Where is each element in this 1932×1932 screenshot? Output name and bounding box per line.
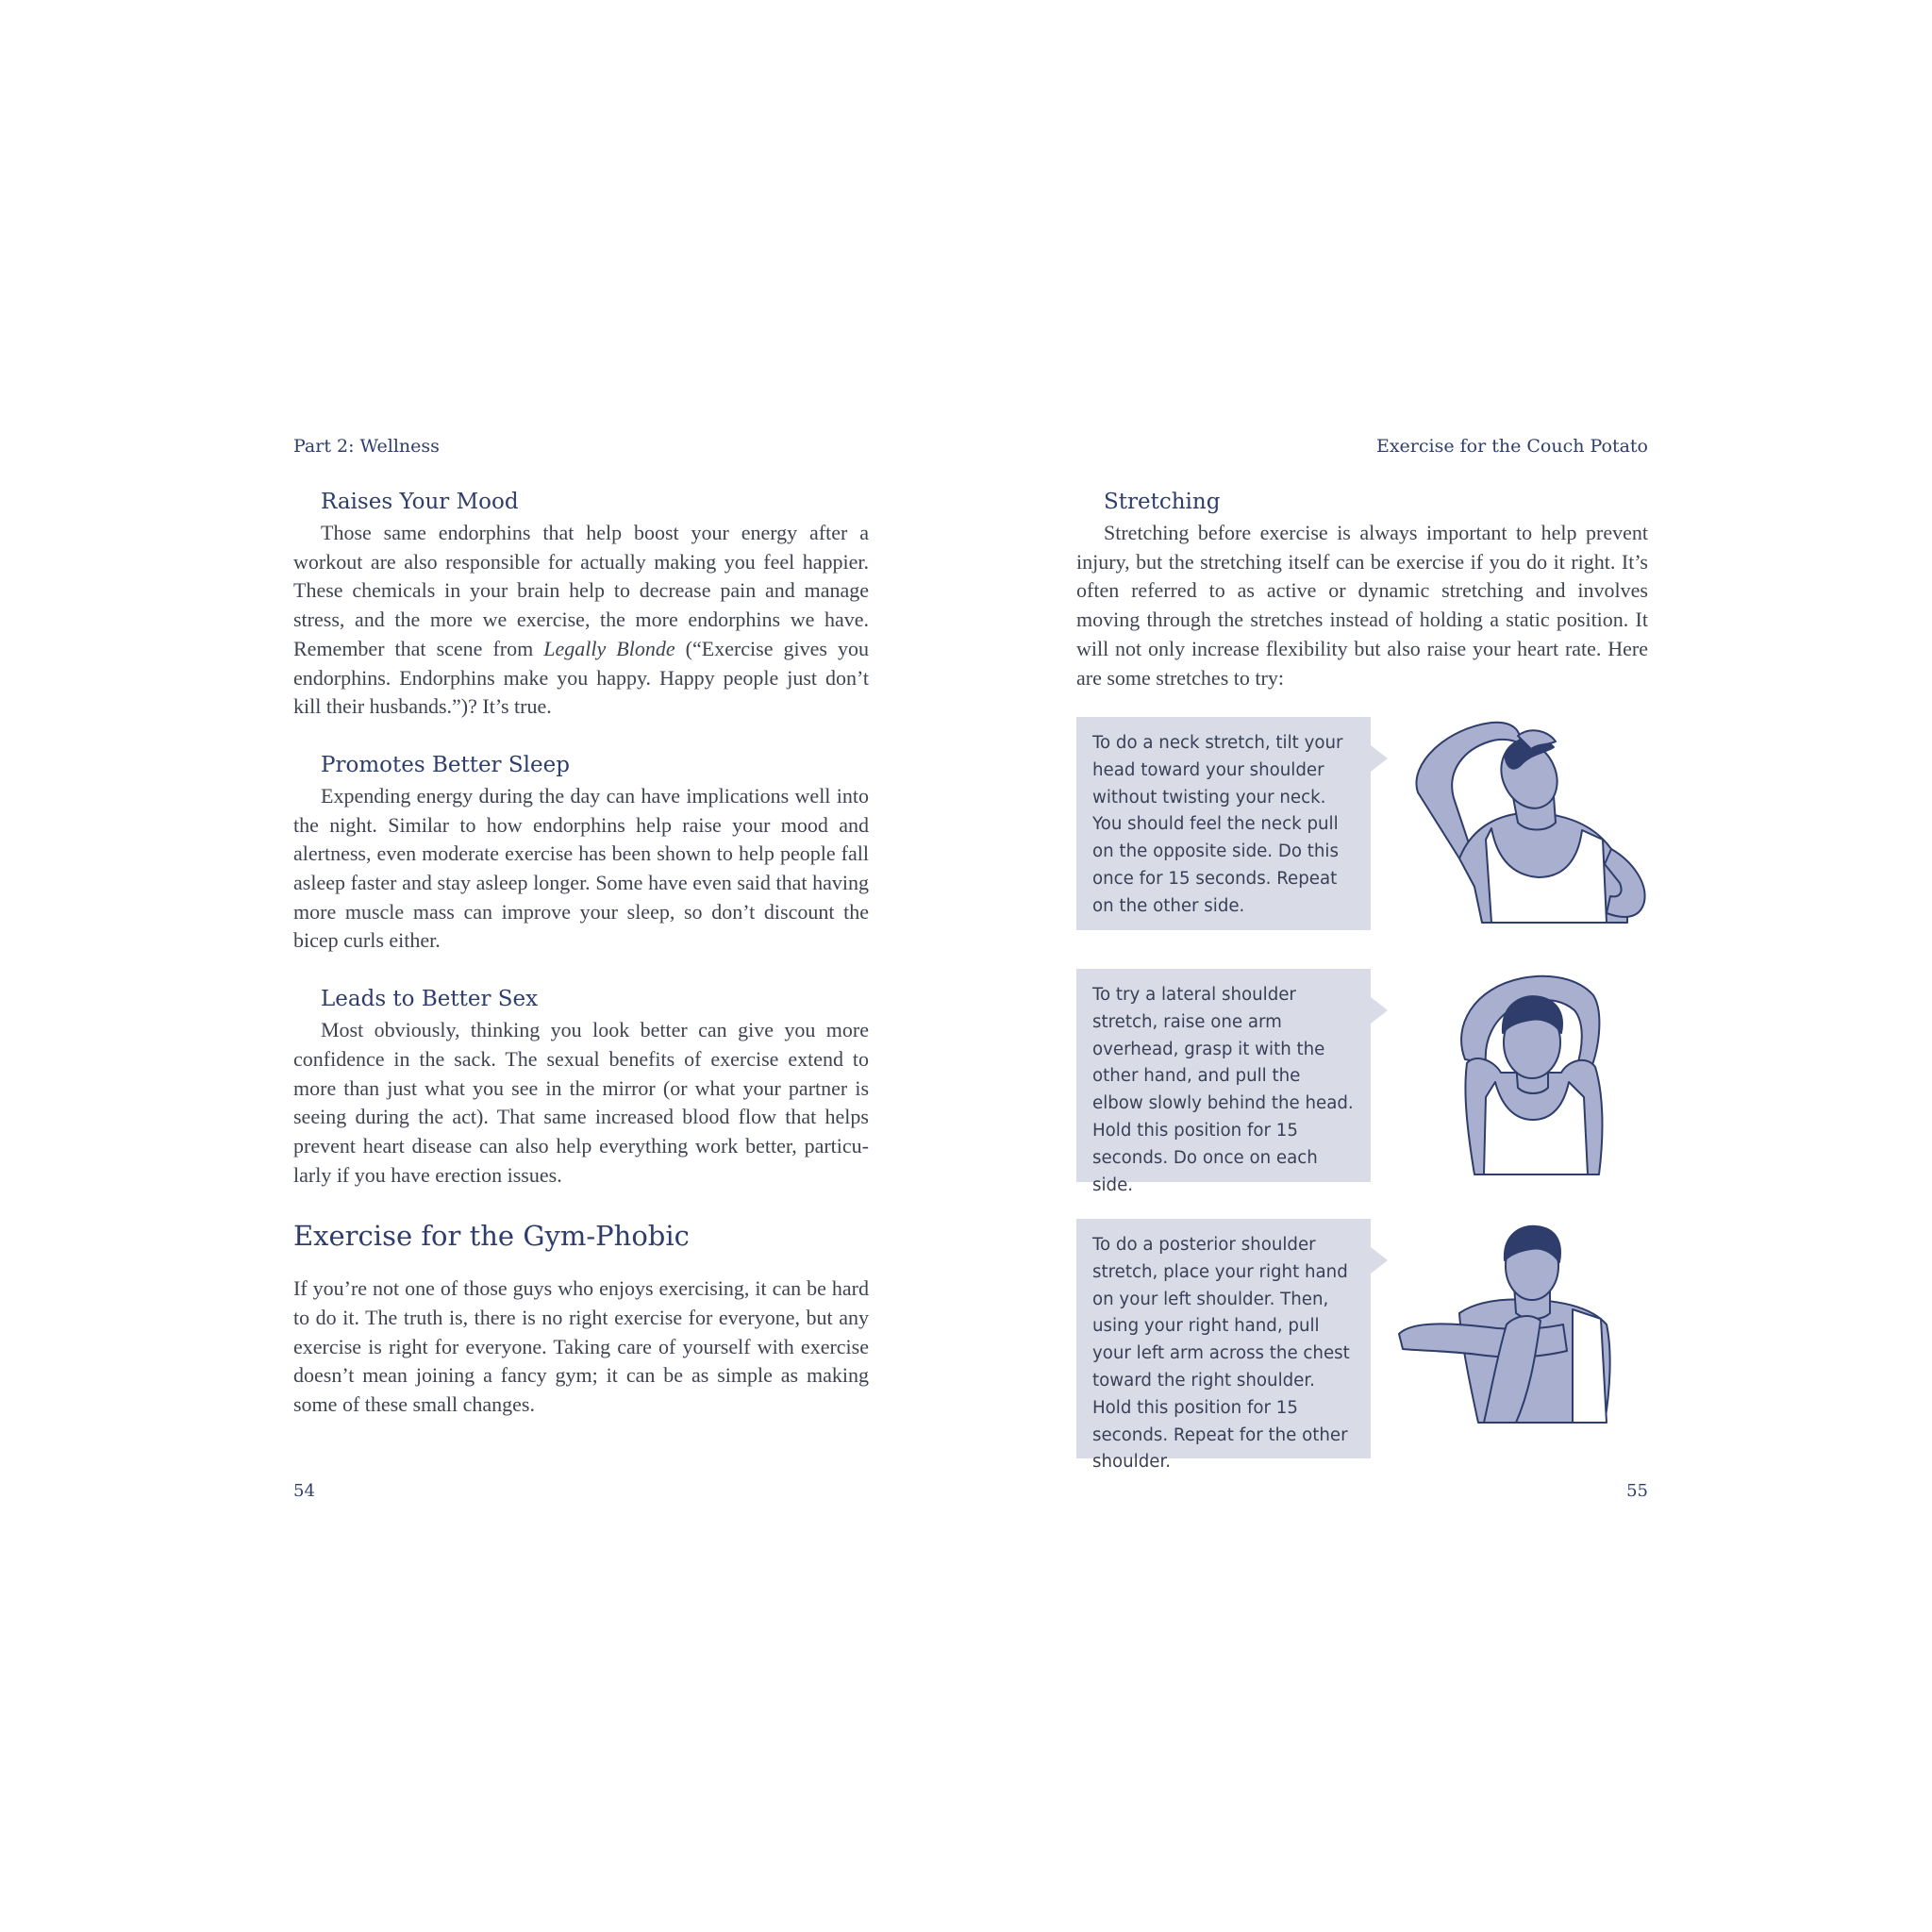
section-heading: Raises Your Mood (321, 490, 519, 514)
film-title: Legally Blonde (543, 636, 675, 660)
section-better-sex (293, 984, 869, 1190)
stretch-callout: To do a neck stretch, tilt your head toward your shoulder without twisting your neck. You should feel the neck pull on the opposite side. Do this once for 15 seconds. Repeat on the other side. (1076, 717, 1371, 930)
section-heading: Promotes Better Sleep (321, 752, 570, 777)
stretch-lateral-shoulder (1076, 969, 1648, 1195)
lateral-shoulder-stretch-illustration (1446, 969, 1616, 1176)
section-body: Expending energy during the day can have implications well into the night. Similar to how endorphins help raise your mood and alertness, even moderate exercise has been shown to help people fall asleep faster and stay asleep longer. Some have even said that having more muscle mass can improve your sleep, so don’t discount the bicep curls either. (293, 783, 869, 953)
section-raises-mood (293, 487, 869, 722)
running-head-right: Exercise for the Couch Potato (1375, 436, 1648, 457)
stretch-callout: To do a posterior shoulder stretch, place your right hand on your left shoulder. Then, using your right hand, pull your left arm across the chest toward the right shoulder. Hold this position for 15 seconds. Repeat for the other shoulder. (1076, 1219, 1371, 1458)
section-heading-stretching: Stretching (1104, 490, 1221, 514)
section-heading: Leads to Better Sex (321, 987, 539, 1012)
page-number-right: 55 (1626, 1481, 1648, 1501)
posterior-shoulder-stretch-illustration (1393, 1219, 1648, 1426)
right-column (1076, 487, 1648, 692)
section-body: Those same endorphins that help boost your energy after a workout are also responsible for actually making you feel happier. These chemicals in your brain help to decrease pain and manage stress, and the more we exercise, the more endorphins we have. Remember that scene from Legally Blonde (“Exercise gives you endorphins. Endorphins make you happy. Happy people just don’t kill their husbands.”)? It’s true. (293, 521, 869, 719)
chapter-gym-phobic (293, 1218, 869, 1420)
running-head-left: Part 2: Wellness (293, 436, 440, 457)
stretching-intro: Stretching before exercise is always important to help prevent injury, but the stretching itself can be exercise if you do it right. It’s often referred to as active or dynamic stretching and involves moving through the stretches instead of holding a static position. It will not only increase flexibility but also raise your heart rate. Here are some stretches to try: (1076, 521, 1648, 690)
section-better-sleep (293, 750, 869, 956)
chapter-heading: Exercise for the Gym-Phobic (293, 1220, 690, 1253)
stretch-callout: To try a lateral shoulder stretch, raise one arm overhead, grasp it with the other hand, and pull the elbow slowly behind the head. Hold this position for 15 seconds. Do once on each side. (1076, 969, 1371, 1182)
neck-stretch-illustration (1380, 717, 1648, 924)
stretch-neck (1076, 717, 1648, 932)
chapter-body: If you’re not one of those guys who enjoys exercising, it can be hard to do it. The truth is, there is no right exercise for everyone, but any exercise is right for everyone. Taking care of yourself with exercise doesn’t mean joining a fancy gym; it can be as simple as making some of these small changes. (293, 1276, 869, 1417)
page-number-left: 54 (293, 1481, 315, 1501)
section-body: Most obviously, thinking you look better can give you more confidence in the sack. The sexual benefits of exercise extend to more than just what you see in the mirror (or what your partner is seeing during the act). That same increased blood flow that helps prevent heart disease can also help everything work better, particularly if you have erection issues. (293, 1018, 869, 1187)
stretch-posterior-shoulder (1076, 1219, 1648, 1473)
left-column (293, 487, 869, 1420)
